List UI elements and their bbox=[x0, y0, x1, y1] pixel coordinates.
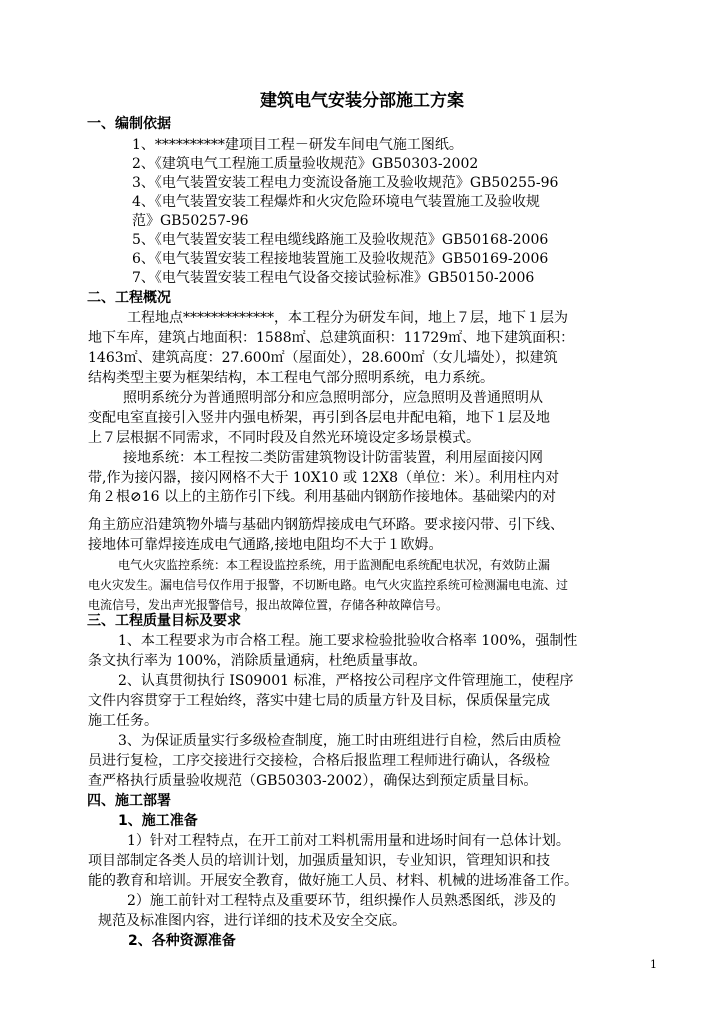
grounding-para-line-3: 角２根⊘16 以上的主筋作引下线。利用基础内钢筋作接地体。基础梁内的对 bbox=[88, 489, 556, 505]
basis-item-4: 4、《电气装置安装工程爆炸和火灾危险环境电气装置施工及验收规 bbox=[132, 194, 540, 210]
overview-para-1-line-2: 地下车库，建筑占地面积：1588㎡、总建筑面积：11729㎡、地下建筑面积： bbox=[88, 330, 575, 346]
page-title: 建筑电气安装分部施工方案 bbox=[260, 91, 464, 111]
fire-monitor-para-line-2: 电火灾发生。漏电信号仅作用于报警，不切断电路。电气火灾监控系统可检测漏电电流、过 bbox=[88, 578, 569, 592]
basis-item-3: 3、《电气装置安装工程电力变流设备施工及验收规范》GB50255-96 bbox=[132, 175, 559, 191]
fire-monitor-para: 电气火灾监控系统：本工程设监控系统，用于监测配电系统配电状况，有效防止漏 bbox=[118, 558, 551, 572]
basis-item-5: 5、《电气装置安装工程电缆线路施工及验收规范》GB50168-2006 bbox=[132, 232, 549, 248]
grounding-para: 接地系统：本工程按二类防雷建筑物设计防雷装置，利用屋面接闪网 bbox=[123, 450, 543, 466]
lighting-para-line-3: 上７层根据不同需求，不同时段及自然光环境设定多场景模式。 bbox=[88, 430, 480, 446]
section-heading-deployment: 四、施工部署 bbox=[87, 793, 171, 809]
grounding-para-line-4: 角主筋应沿建筑物外墙与基础内钢筋焊接成电气环路。要求接闪带、引下线、 bbox=[88, 517, 564, 533]
quality-item-2-line-3: 施工任务。 bbox=[88, 713, 158, 729]
overview-para-1: 工程地点*************，本工程分为研发车间，地上７层，地下１层为 bbox=[127, 310, 568, 326]
fire-monitor-para-line-3: 电流信号，发出声光报警信号，报出故障位置，存储各种故障信号。 bbox=[88, 598, 449, 612]
prep-item-2-line-2: 规范及标准图内容，进行详细的技术及安全交底。 bbox=[98, 913, 406, 929]
quality-item-2-line-2: 文件内容贯穿于工程始终，落实中建七局的质量方针及目标，保质保量完成 bbox=[88, 693, 550, 709]
quality-item-2: 2、认真贯彻执行 IS09001 标准，严格按公司程序文件管理施工，使程序 bbox=[118, 673, 574, 689]
basis-item-7: 7、《电气装置安装工程电气设备交接试验标准》GB50150-2006 bbox=[132, 270, 535, 286]
quality-item-3-line-3: 查严格执行质量验收规范（GB50303-2002），确保达到预定质量目标。 bbox=[88, 773, 538, 789]
page-number: 1 bbox=[650, 958, 657, 971]
grounding-para-line-2: 带,作为接闪器，接闪网格不大于 10X10 或 12X8（单位：米）。利用柱内对 bbox=[88, 470, 560, 486]
quality-item-1: 1、本工程要求为市合格工程。施工要求检验批验收合格率 100%，强制性 bbox=[118, 633, 578, 649]
basis-item-4-cont: 范》GB50257-96 bbox=[132, 213, 249, 229]
overview-para-1-line-4: 结构类型主要为框架结构，本工程电气部分照明系统，电力系统。 bbox=[88, 370, 494, 386]
subheading-resources: 2、各种资源准备 bbox=[128, 933, 236, 949]
prep-item-1: 1）针对工程特点，在开工前对工料机需用量和进场时间有一总体计划。 bbox=[127, 833, 570, 849]
section-heading-basis: 一、编制依据 bbox=[87, 116, 171, 132]
basis-item-1: 1、**********建项目工程－研发车间电气施工图纸。 bbox=[132, 137, 463, 153]
lighting-para-line-2: 变配电室直接引入竖井内强电桥架，再引到各层电井配电箱，地下１层及地 bbox=[88, 410, 550, 426]
subheading-preparation: 1、施工准备 bbox=[118, 813, 198, 829]
lighting-para: 照明系统分为普通照明部分和应急照明部分，应急照明及普通照明从 bbox=[123, 390, 543, 406]
prep-item-1-line-3: 能的教育和培训。开展安全教育，做好施工人员、材料、机械的进场准备工作。 bbox=[88, 873, 578, 889]
quality-item-1-line-2: 条文执行率为 100%，消除质量通病，杜绝质量事故。 bbox=[88, 653, 427, 669]
prep-item-1-line-2: 项目部制定各类人员的培训计划，加强质量知识，专业知识，管理知识和技 bbox=[88, 853, 550, 869]
prep-item-2: 2）施工前针对工程特点及重要环节，组织操作人员熟悉图纸，涉及的 bbox=[127, 893, 556, 909]
section-heading-overview: 二、工程概况 bbox=[87, 290, 171, 306]
quality-item-3-line-2: 员进行复检，工序交接进行交接检，合格后报监理工程师进行确认，各级检 bbox=[88, 753, 550, 769]
basis-item-2: 2、《建筑电气工程施工质量验收规范》GB50303-2002 bbox=[132, 156, 479, 172]
overview-para-1-line-3: 1463㎡、建筑高度：27.600㎡（屋面处），28.600㎡（女儿墙处），拟建筑 bbox=[88, 350, 558, 366]
basis-item-6: 6、《电气装置安装工程接地装置施工及验收规范》GB50169-2006 bbox=[132, 251, 549, 267]
section-heading-quality: 三、工程质量目标及要求 bbox=[87, 613, 241, 629]
grounding-para-line-5: 接地体可靠焊接连成电气通路,接地电阻均不大于１欧姆。 bbox=[88, 537, 443, 553]
quality-item-3: 3、为保证质量实行多级检查制度，施工时由班组进行自检，然后由质检 bbox=[118, 733, 561, 749]
